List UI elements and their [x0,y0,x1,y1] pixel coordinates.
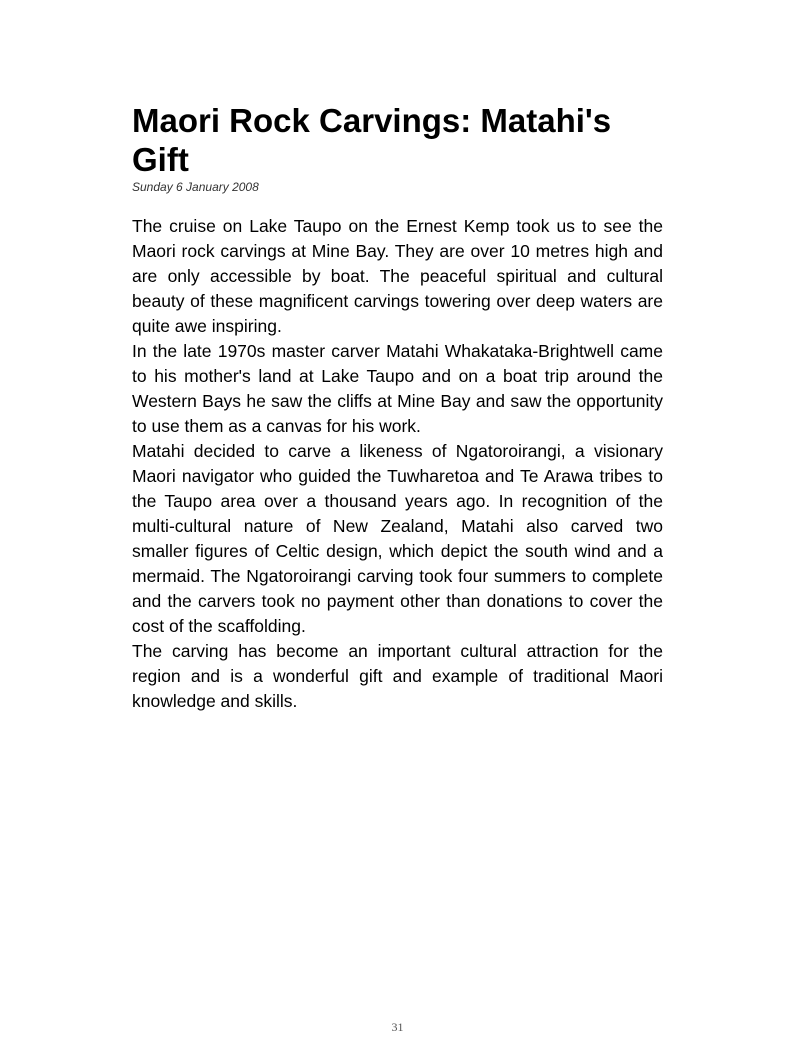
paragraph-4: The carving has become an important cultural attraction for the region and is a wonderful gift and example of traditional Maori knowledge and skills. [132,641,663,711]
paragraph-3: Matahi decided to carve a likeness of Ngatoroirangi, a visionary Maori navigator who guided the Tuwharetoa and Te Arawa tribes to the Taupo area over a thousand years ago. In recognition of the multi-cultural nature of New Zealand, Matahi also carved two smaller figures of Celtic design, which depict the south wind and a mermaid. The Ngatoroirangi carving took four summers to complete and the carvers took no payment other than donations to cover the cost of the scaffolding. [132,441,663,636]
paragraph-1: The cruise on Lake Taupo on the Ernest Kemp took us to see the Maori rock carvings at Mine Bay. They are over 10 metres high and are only accessible by boat. The peaceful spiritual and cultural beauty of these magnificent carvings towering over deep waters are quite awe inspiring. [132,216,663,336]
article [132,101,663,714]
article-body [132,214,663,714]
page-number: 31 [391,1020,404,1034]
article-title: Maori Rock Carvings: Matahi's Gift [132,102,612,178]
paragraph-2: In the late 1970s master carver Matahi Whakataka-Brightwell came to his mother's land at Lake Taupo and on a boat trip around the Western Bays he saw the cliffs at Mine Bay and saw the opportunity to use them as a canvas for his work. [132,341,663,436]
article-date: Sunday 6 January 2008 [132,180,259,194]
